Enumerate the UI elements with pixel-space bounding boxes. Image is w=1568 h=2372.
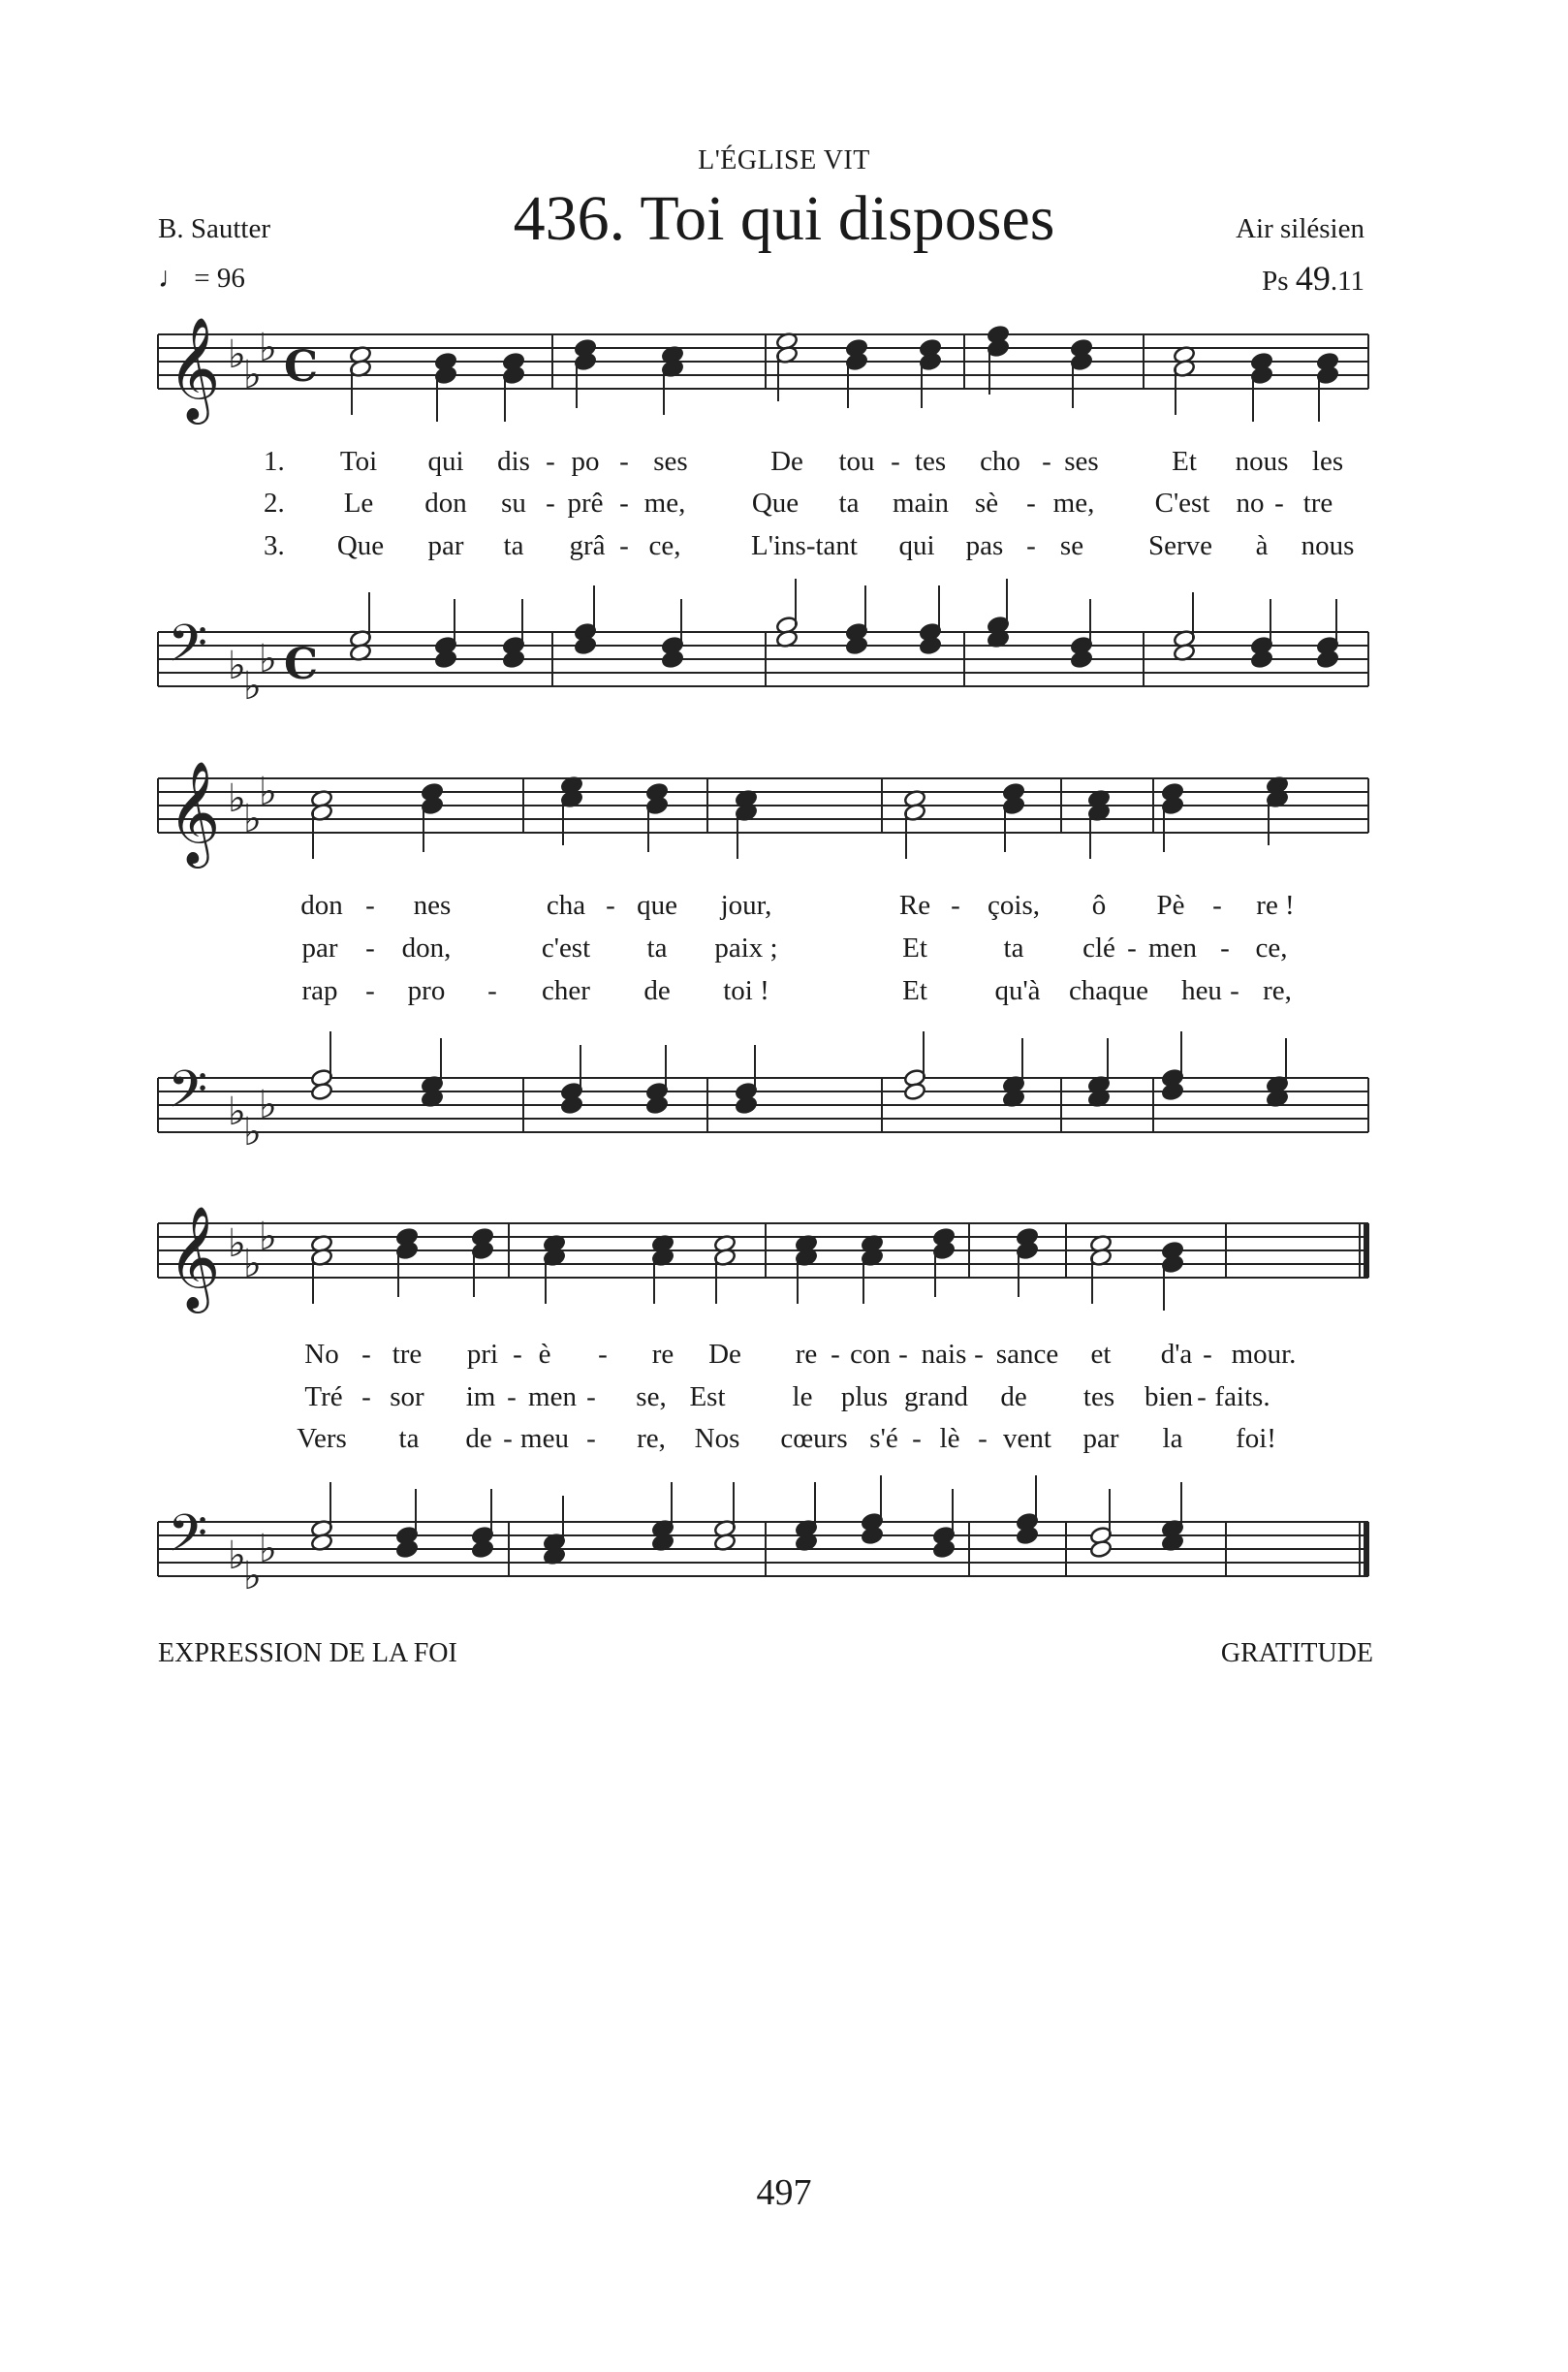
syllable: me, bbox=[1052, 488, 1095, 519]
syllable: ses bbox=[1064, 446, 1099, 477]
syllable: main bbox=[893, 488, 949, 519]
syllable: - bbox=[1026, 530, 1036, 561]
syllable: de bbox=[643, 975, 671, 1006]
note-head bbox=[471, 1539, 494, 1559]
syllable: De bbox=[770, 446, 803, 477]
syllable: que bbox=[637, 890, 677, 921]
syllable: - bbox=[1026, 488, 1036, 519]
flat-sign-icon: ♭ bbox=[259, 770, 277, 814]
syllable: ta bbox=[838, 488, 860, 519]
syllable: pri bbox=[466, 1339, 499, 1370]
syllable: nes bbox=[413, 890, 452, 921]
syllable: ses bbox=[653, 446, 688, 477]
syllable: - bbox=[513, 1339, 522, 1370]
syllable: ta bbox=[646, 933, 668, 964]
syllable: par bbox=[427, 530, 464, 561]
syllable: Et bbox=[902, 975, 927, 1006]
lyrics-system-1-verse-2 bbox=[0, 488, 1568, 521]
syllable: - bbox=[619, 530, 629, 561]
flat-sign-icon: ♭ bbox=[243, 353, 262, 397]
syllable: cher bbox=[542, 975, 590, 1006]
syllable: çois, bbox=[988, 890, 1040, 921]
syllable: se bbox=[1059, 530, 1084, 561]
note-head bbox=[735, 1095, 758, 1115]
syllable: ta bbox=[398, 1423, 420, 1454]
syllable: de bbox=[1000, 1381, 1027, 1412]
syllable: grâ bbox=[569, 530, 606, 561]
syllable: - bbox=[1127, 933, 1137, 964]
note-head bbox=[661, 649, 684, 669]
syllable: la bbox=[1162, 1423, 1183, 1454]
topic-left: EXPRESSION DE LA FOI bbox=[158, 1638, 457, 1668]
syllable: - bbox=[365, 890, 375, 921]
syllable: ô bbox=[1091, 890, 1107, 921]
flat-sign-icon: ♭ bbox=[259, 1083, 277, 1127]
syllable: don bbox=[424, 488, 467, 519]
syllable: mour. bbox=[1231, 1339, 1297, 1370]
syllable: don, bbox=[401, 933, 452, 964]
flat-sign-icon: ♭ bbox=[243, 1110, 262, 1154]
syllable: qui bbox=[898, 530, 935, 561]
syllable: qui bbox=[427, 446, 464, 477]
syllable: qu'à bbox=[994, 975, 1041, 1006]
syllable: con bbox=[850, 1339, 891, 1370]
syllable: tou bbox=[838, 446, 875, 477]
syllable: - bbox=[974, 1339, 984, 1370]
syllable: à bbox=[1255, 530, 1269, 561]
treble-clef-icon: 𝄞 bbox=[168, 316, 221, 420]
syllable: su bbox=[501, 488, 526, 519]
note-head bbox=[1089, 1539, 1113, 1559]
syllable: paix ; bbox=[714, 933, 778, 964]
common-time-icon: C bbox=[284, 342, 319, 392]
flat-sign-icon: ♭ bbox=[228, 776, 246, 821]
flat-sign-icon: ♭ bbox=[243, 664, 262, 709]
syllable: Re bbox=[898, 890, 931, 921]
syllable: Serve bbox=[1147, 530, 1213, 561]
syllable: - bbox=[365, 975, 375, 1006]
syllable: po bbox=[571, 446, 600, 477]
syllable: no bbox=[1236, 488, 1265, 519]
syllable: de bbox=[465, 1423, 492, 1454]
syllable: les bbox=[1311, 446, 1344, 477]
syllable: sor bbox=[390, 1381, 424, 1412]
final-barline bbox=[1364, 1223, 1369, 1278]
lyrics-system-1-verse-3 bbox=[0, 530, 1568, 563]
syllable: re bbox=[795, 1339, 818, 1370]
syllable: - bbox=[487, 975, 497, 1006]
page-number: 497 bbox=[756, 2172, 812, 2213]
syllable: cœurs bbox=[780, 1423, 848, 1454]
note-head bbox=[310, 1082, 333, 1101]
common-time-icon: C bbox=[284, 640, 319, 689]
syllable: Vers bbox=[297, 1423, 347, 1454]
syllable: - bbox=[586, 1381, 596, 1412]
lyrics-system-3-verse-2 bbox=[0, 1381, 1568, 1414]
syllable: re, bbox=[637, 1423, 666, 1454]
topic-right: GRATITUDE bbox=[1220, 1638, 1373, 1668]
syllable: Toi bbox=[339, 446, 378, 477]
note-head bbox=[861, 1526, 884, 1545]
syllable: Pè bbox=[1156, 890, 1185, 921]
note-head bbox=[502, 649, 525, 669]
syllable: Que bbox=[751, 488, 800, 519]
lyrics-system-3-verse-3 bbox=[0, 1423, 1568, 1456]
syllable: bien bbox=[1145, 1381, 1193, 1412]
flat-sign-icon: ♭ bbox=[228, 644, 246, 688]
syllable: par bbox=[1082, 1423, 1119, 1454]
flat-sign-icon: ♭ bbox=[228, 1090, 246, 1134]
syllable: le bbox=[792, 1381, 813, 1412]
syllable: - bbox=[361, 1381, 371, 1412]
syllable: - bbox=[361, 1339, 371, 1370]
syllable: Et bbox=[1172, 446, 1197, 477]
bass-clef-icon: 𝄢 bbox=[168, 1060, 208, 1132]
syllable: c'est bbox=[541, 933, 591, 964]
syllable: No bbox=[304, 1339, 339, 1370]
verse-number: 2. bbox=[264, 488, 285, 519]
note-head bbox=[574, 636, 597, 655]
syllable: - bbox=[912, 1423, 922, 1454]
syllable: tes bbox=[914, 446, 947, 477]
treble-clef-icon: 𝄞 bbox=[168, 1205, 221, 1309]
syllable: cha bbox=[546, 890, 586, 921]
syllable: heu bbox=[1181, 975, 1222, 1006]
lyrics-system-2-verse-2 bbox=[0, 933, 1568, 965]
syllable: Que bbox=[336, 530, 385, 561]
syllable: par bbox=[301, 933, 338, 964]
syllable: - bbox=[951, 890, 960, 921]
section-title: L'ÉGLISE VIT bbox=[698, 145, 870, 175]
syllable: - bbox=[507, 1381, 517, 1412]
note-head bbox=[395, 1539, 419, 1559]
tune-name: Air silésien bbox=[1236, 213, 1364, 244]
note-head bbox=[434, 649, 457, 669]
syllable: plus bbox=[840, 1381, 889, 1412]
flat-sign-icon: ♭ bbox=[259, 1527, 277, 1571]
syllable: - bbox=[1197, 1381, 1207, 1412]
note-head bbox=[1161, 1082, 1184, 1101]
syllable: - bbox=[1230, 975, 1239, 1006]
quarter-note-icon: ♩ bbox=[158, 262, 187, 294]
syllable: et bbox=[1090, 1339, 1112, 1370]
syllable: men bbox=[528, 1381, 577, 1412]
lyrics-system-1-verse-1 bbox=[0, 446, 1568, 479]
syllable: - bbox=[1220, 933, 1230, 964]
syllable: Tré bbox=[304, 1381, 343, 1412]
lyrics-system-2-verse-1 bbox=[0, 890, 1568, 923]
bass-clef-icon: 𝄢 bbox=[168, 1504, 208, 1576]
syllable: prê bbox=[567, 488, 604, 519]
syllable: re ! bbox=[1256, 890, 1295, 921]
syllable: ce, bbox=[1255, 933, 1288, 964]
tempo-value: = 96 bbox=[194, 263, 245, 294]
note-head bbox=[845, 636, 868, 655]
syllable: tes bbox=[1082, 1381, 1115, 1412]
syllable: s'é bbox=[869, 1423, 898, 1454]
syllable: pas bbox=[965, 530, 1004, 561]
syllable: ta bbox=[503, 530, 524, 561]
syllable: - bbox=[1274, 488, 1284, 519]
note-head bbox=[919, 636, 942, 655]
syllable: - bbox=[586, 1423, 596, 1454]
syllable: C'est bbox=[1154, 488, 1210, 519]
syllable: - bbox=[606, 890, 615, 921]
syllable: - bbox=[546, 446, 555, 477]
note-head bbox=[1070, 649, 1093, 669]
syllable: nous bbox=[1235, 446, 1289, 477]
syllable: - bbox=[1042, 446, 1051, 477]
syllable: Le bbox=[343, 488, 374, 519]
syllable: - bbox=[891, 446, 900, 477]
syllable: toi ! bbox=[723, 975, 769, 1006]
syllable: re, bbox=[1263, 975, 1292, 1006]
syllable: nous bbox=[1301, 530, 1355, 561]
syllable: lè bbox=[939, 1423, 960, 1454]
treble-clef-icon: 𝄞 bbox=[168, 760, 221, 864]
note-head bbox=[932, 1539, 956, 1559]
flat-sign-icon: ♭ bbox=[243, 1554, 262, 1598]
syllable: foi! bbox=[1236, 1423, 1276, 1454]
syllable: - bbox=[978, 1423, 988, 1454]
note-head bbox=[1250, 649, 1273, 669]
verse-number: 1. bbox=[264, 446, 285, 477]
syllable: nais bbox=[921, 1339, 967, 1370]
syllable: - bbox=[1212, 890, 1222, 921]
note-head bbox=[560, 1095, 583, 1115]
syllable: vent bbox=[1003, 1423, 1051, 1454]
syllable: Et bbox=[902, 933, 927, 964]
syllable: d'a bbox=[1160, 1339, 1193, 1370]
verse-number: 3. bbox=[264, 530, 285, 561]
syllable: - bbox=[546, 488, 555, 519]
syllable: don bbox=[300, 890, 343, 921]
syllable: - bbox=[619, 488, 629, 519]
flat-sign-icon: ♭ bbox=[243, 1242, 262, 1286]
flat-sign-icon: ♭ bbox=[259, 637, 277, 681]
flat-sign-icon: ♭ bbox=[243, 797, 262, 841]
syllable: Est bbox=[689, 1381, 726, 1412]
syllable: - bbox=[503, 1423, 513, 1454]
composer-credit: B. Sautter bbox=[158, 213, 270, 244]
syllable: im bbox=[465, 1381, 496, 1412]
syllable: ce, bbox=[648, 530, 681, 561]
syllable: - bbox=[831, 1339, 840, 1370]
syllable: tre bbox=[392, 1339, 423, 1370]
hymn-title: 436. Toi qui disposes bbox=[513, 183, 1055, 254]
note-head bbox=[1316, 649, 1339, 669]
syllable: pro bbox=[407, 975, 446, 1006]
syllable: L'ins-tant bbox=[751, 530, 858, 561]
syllable: Nos bbox=[694, 1423, 740, 1454]
syllable: sance bbox=[995, 1339, 1059, 1370]
lyrics-system-2-verse-3 bbox=[0, 975, 1568, 1008]
syllable: ta bbox=[1003, 933, 1024, 964]
syllable: - bbox=[898, 1339, 908, 1370]
note-head bbox=[645, 1095, 669, 1115]
syllable: re bbox=[651, 1339, 674, 1370]
flat-sign-icon: ♭ bbox=[228, 332, 246, 377]
syllable: è bbox=[538, 1339, 551, 1370]
syllable: grand bbox=[903, 1381, 969, 1412]
scripture-reference: Ps 49.11 bbox=[1262, 259, 1364, 298]
syllable: tre bbox=[1302, 488, 1333, 519]
syllable: se, bbox=[636, 1381, 667, 1412]
flat-sign-icon: ♭ bbox=[259, 326, 277, 370]
syllable: De bbox=[708, 1339, 741, 1370]
syllable: - bbox=[365, 933, 375, 964]
flat-sign-icon: ♭ bbox=[259, 1215, 277, 1259]
syllable: - bbox=[1203, 1339, 1212, 1370]
syllable: cho bbox=[980, 446, 1020, 477]
syllable: rap bbox=[301, 975, 338, 1006]
syllable: sè bbox=[974, 488, 999, 519]
syllable: chaque bbox=[1068, 975, 1149, 1006]
syllable: - bbox=[619, 446, 629, 477]
bass-clef-icon: 𝄢 bbox=[168, 615, 208, 686]
syllable: clé bbox=[1082, 933, 1115, 964]
flat-sign-icon: ♭ bbox=[228, 1534, 246, 1578]
flat-sign-icon: ♭ bbox=[228, 1221, 246, 1266]
note-head bbox=[1016, 1526, 1039, 1545]
final-barline bbox=[1364, 1522, 1369, 1576]
lyrics-system-3-verse-1 bbox=[0, 1339, 1568, 1372]
syllable: me, bbox=[643, 488, 686, 519]
syllable: faits. bbox=[1214, 1381, 1270, 1412]
syllable: meu bbox=[520, 1423, 569, 1454]
syllable: jour, bbox=[720, 890, 772, 921]
syllable: men bbox=[1148, 933, 1197, 964]
note-head bbox=[903, 1082, 926, 1101]
syllable: dis bbox=[497, 446, 530, 477]
syllable: - bbox=[598, 1339, 608, 1370]
